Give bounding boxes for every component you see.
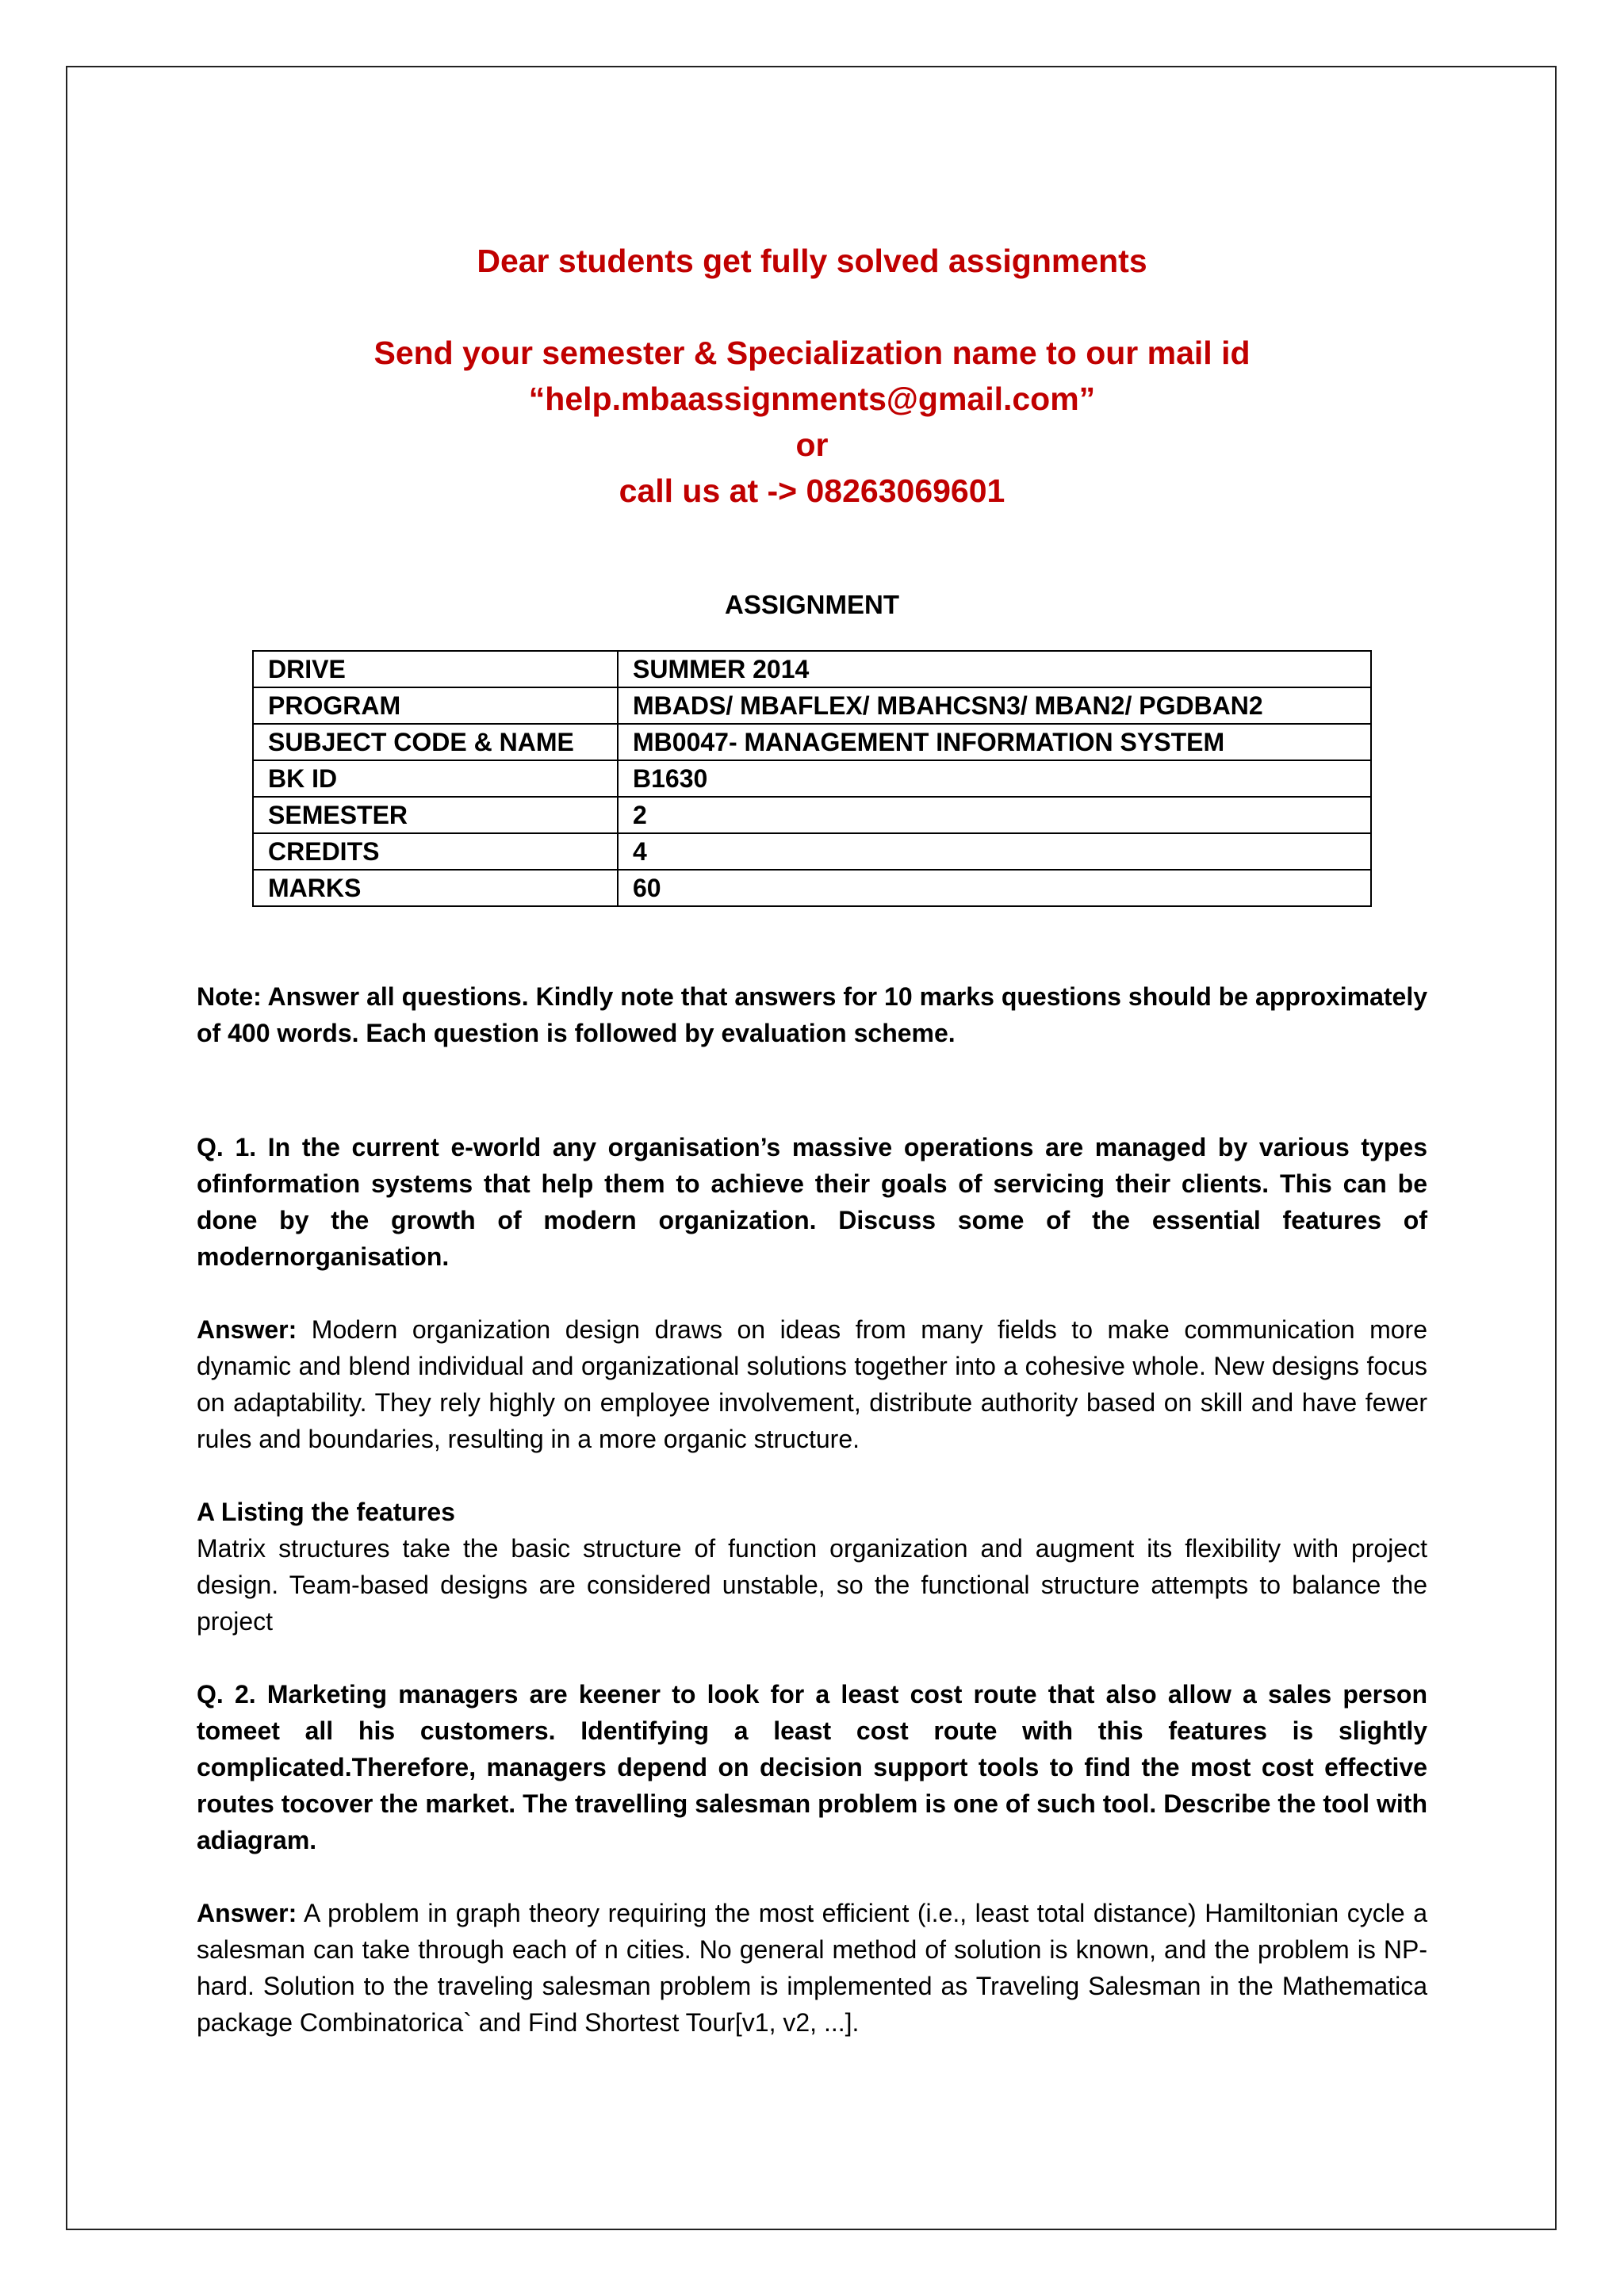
section-heading: A Listing the features: [197, 1498, 455, 1526]
row-label: CREDITS: [253, 833, 618, 870]
table-row: [253, 833, 1371, 870]
row-value: 2: [618, 797, 1371, 833]
promo-line: Send your semester & Specialization name to our mail id: [373, 335, 1251, 371]
section-body: Matrix structures take the basic structure of function organization and augment its flexibility with project design. Team-based designs are considered unstable, so the functional structure attempts to balance the project: [197, 1534, 1427, 1636]
answer-label: Answer:: [197, 1315, 297, 1344]
question-2: Q. 2. Marketing managers are keener to look for a least cost route that also allow a sales person tomeet all his customers. Identifying a least cost route with this features is slightly complicated.Therefore, managers depend on decision support tools to find the most cost effective routes tocover the market. The travelling salesman problem is one of such tool. Describe the tool with adiagram.: [197, 1680, 1427, 1854]
row-value: 4: [618, 833, 1371, 870]
table-row: [253, 651, 1371, 687]
row-label: SUBJECT CODE & NAME: [253, 724, 618, 760]
table-row: [253, 797, 1371, 833]
row-label: SEMESTER: [253, 797, 618, 833]
promo-block: [197, 238, 1427, 514]
info-table: [252, 650, 1372, 907]
promo-or: or: [795, 427, 829, 463]
row-value: MB0047- MANAGEMENT INFORMATION SYSTEM: [618, 724, 1371, 760]
answer-text: A problem in graph theory requiring the most efficient (i.e., least total distance) Hamiltonian cycle a salesman can take through each of n cities. No general method of solution is known, and the problem is NP-hard. Solution to the traveling salesman problem is implemented as Traveling Salesman in the Mathematica package Combinatorica` and Find Shortest Tour[v1, v2, ...].: [197, 1899, 1427, 2037]
row-value: SUMMER 2014: [618, 651, 1371, 687]
row-value: B1630: [618, 760, 1371, 797]
row-label: MARKS: [253, 870, 618, 906]
promo-call: call us at -> 08263069601: [619, 473, 1005, 509]
assignment-title: ASSIGNMENT: [724, 590, 899, 619]
answer-label: Answer:: [197, 1899, 297, 1927]
row-value: MBADS/ MBAFLEX/ MBAHCSN3/ MBAN2/ PGDBAN2: [618, 687, 1371, 724]
promo-email: “help.mbaassignments@gmail.com”: [528, 381, 1096, 417]
question-1: Q. 1. In the current e-world any organisation’s massive operations are managed by various types ofinformation systems that help them to achieve their goals of servicing their clients. This can be done by the growth of modern organization. Discuss some of the essential features of modernorganisation.: [197, 1133, 1427, 1271]
answer-text: Modern organization design draws on ideas from many fields to make communication more dynamic and blend individual and organizational solutions together into a cohesive whole. New designs focus on adaptability. They rely highly on employee involvement, distribute authority based on skill and have fewer rules and boundaries, resulting in a more organic structure.: [197, 1315, 1427, 1453]
document-content: [197, 238, 1427, 2041]
table-row: [253, 687, 1371, 724]
row-label: DRIVE: [253, 651, 618, 687]
answer-1: [197, 1311, 1427, 1457]
promo-headline: Dear students get fully solved assignments: [477, 243, 1147, 279]
row-value: 60: [618, 870, 1371, 906]
table-row: [253, 724, 1371, 760]
table-row: [253, 870, 1371, 906]
row-label: BK ID: [253, 760, 618, 797]
row-label: PROGRAM: [253, 687, 618, 724]
note-paragraph: Note: Answer all questions. Kindly note that answers for 10 marks questions should be approximately of 400 words. Each question is followed by evaluation scheme.: [197, 982, 1427, 1047]
table-row: [253, 760, 1371, 797]
answer-2: [197, 1895, 1427, 2041]
